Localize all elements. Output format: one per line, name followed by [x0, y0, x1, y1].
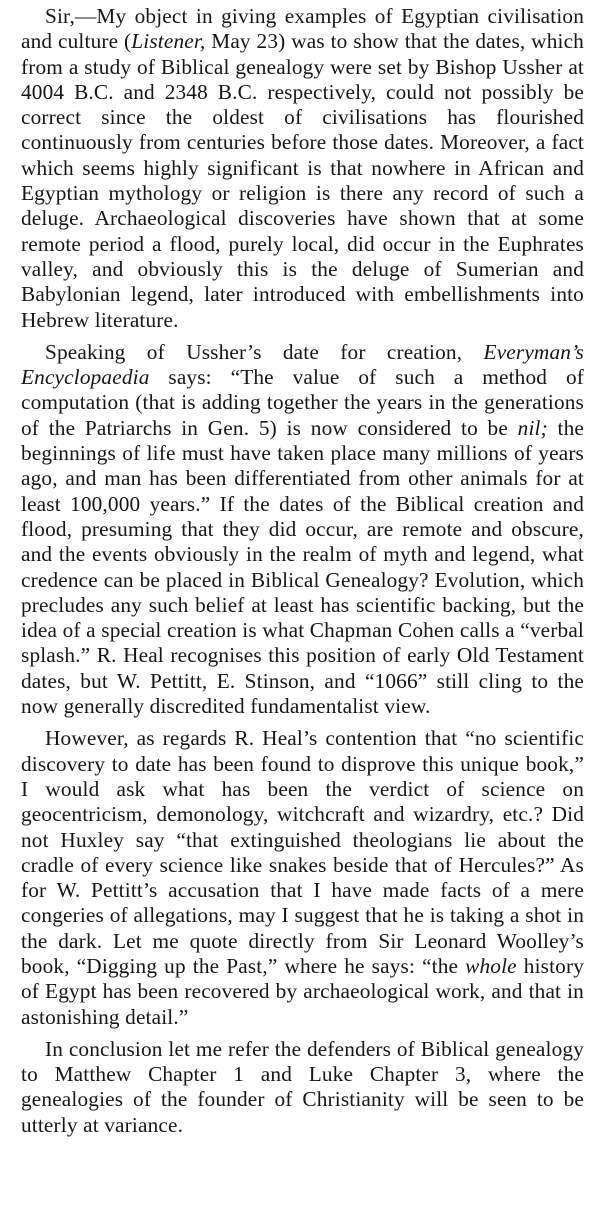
text-run: history of Egypt has been recovered by archaeological work, and that in astonishing detail.” [21, 953, 584, 1029]
paragraph-egyptian-civilisation [21, 4, 584, 333]
paragraph-heal-contention [21, 726, 584, 1030]
paragraph-conclusion [21, 1037, 584, 1138]
text-run: However, as regards R. Heal’s contention that “no scientific discovery to date has been found to disprove this unique book,” I would ask what has been the verdict of science on geocentricism, demonology, witchcraft and wizardry, etc.? Did not Huxley say “that extinguished theologians lie about the cradle of every science like snakes beside that of Hercules?” As for W. Pettitt’s accusation that I have made facts of a mere congeries of allegations, may I suggest that he is taking a shot in the dark. Let me quote directly from Sir Leonard Woolley’s book, “Digging up the Past,” where he says: “the [21, 726, 584, 978]
text-run: In conclusion let me refer the defenders of Biblical genealogy to Matthew Chapter 1 and Luke Chapter 3, where the genealogies of the founder of Christianity will be seen to be utterly at variance. [21, 1036, 584, 1137]
paragraph-ussher-creation-date [21, 340, 584, 719]
text-run: the beginnings of life must have taken place many millions of years ago, and man has been differentiated from other animals for at least 100,000 years.” If the dates of the Biblical creation and flood, presuming that they did occur, are remote and obscure, and the events obviously in the realm of myth and legend, what credence can be placed in Biblical Genealogy? Evolution, which precludes any such belief at least has scientific backing, but the idea of a special creation is what Chapman Cohen calls a “verbal splash.” R. Heal recognises this position of early Old Testament dates, but W. Pettitt, E. Stinson, and “1066” still cling to the now generally discredited fundamentalist view. [21, 415, 584, 719]
letter-body [21, 4, 584, 1138]
text-run: May 23) was to show that the dates, which from a study of Biblical genealogy were set by Bishop Ussher at 4004 B.C. and 2348 B.C. respectively, could not possibly be correct since the oldest of civilisations has flourished continuously from centuries before those dates. Moreover, a fact which seems highly significant is that nowhere in African and Egyptian mythology or religion is there any record of such a deluge. Archaeological discoveries have shown that at some remote period a flood, purely local, did occur in the Euphrates valley, and obviously this is the deluge of Sumerian and Babylonian legend, later introduced with embellishments into Hebrew literature. [21, 29, 584, 332]
italic-run: Listener, [131, 29, 206, 54]
text-run: Speaking of Ussher’s date for creation, [45, 339, 484, 364]
italic-run: whole [465, 953, 517, 978]
italic-run: nil; [517, 415, 548, 440]
text-run: Sir,—My object in giving examples of Egyptian civilisation and culture ( [21, 4, 584, 54]
text-run: says: “The value of such a method of computation (that is adding together the years in the generations of the Patriarchs in Gen. 5) is now considered to be [21, 365, 584, 440]
italic-run: Everyman’s Encyclopaedia [21, 339, 584, 390]
